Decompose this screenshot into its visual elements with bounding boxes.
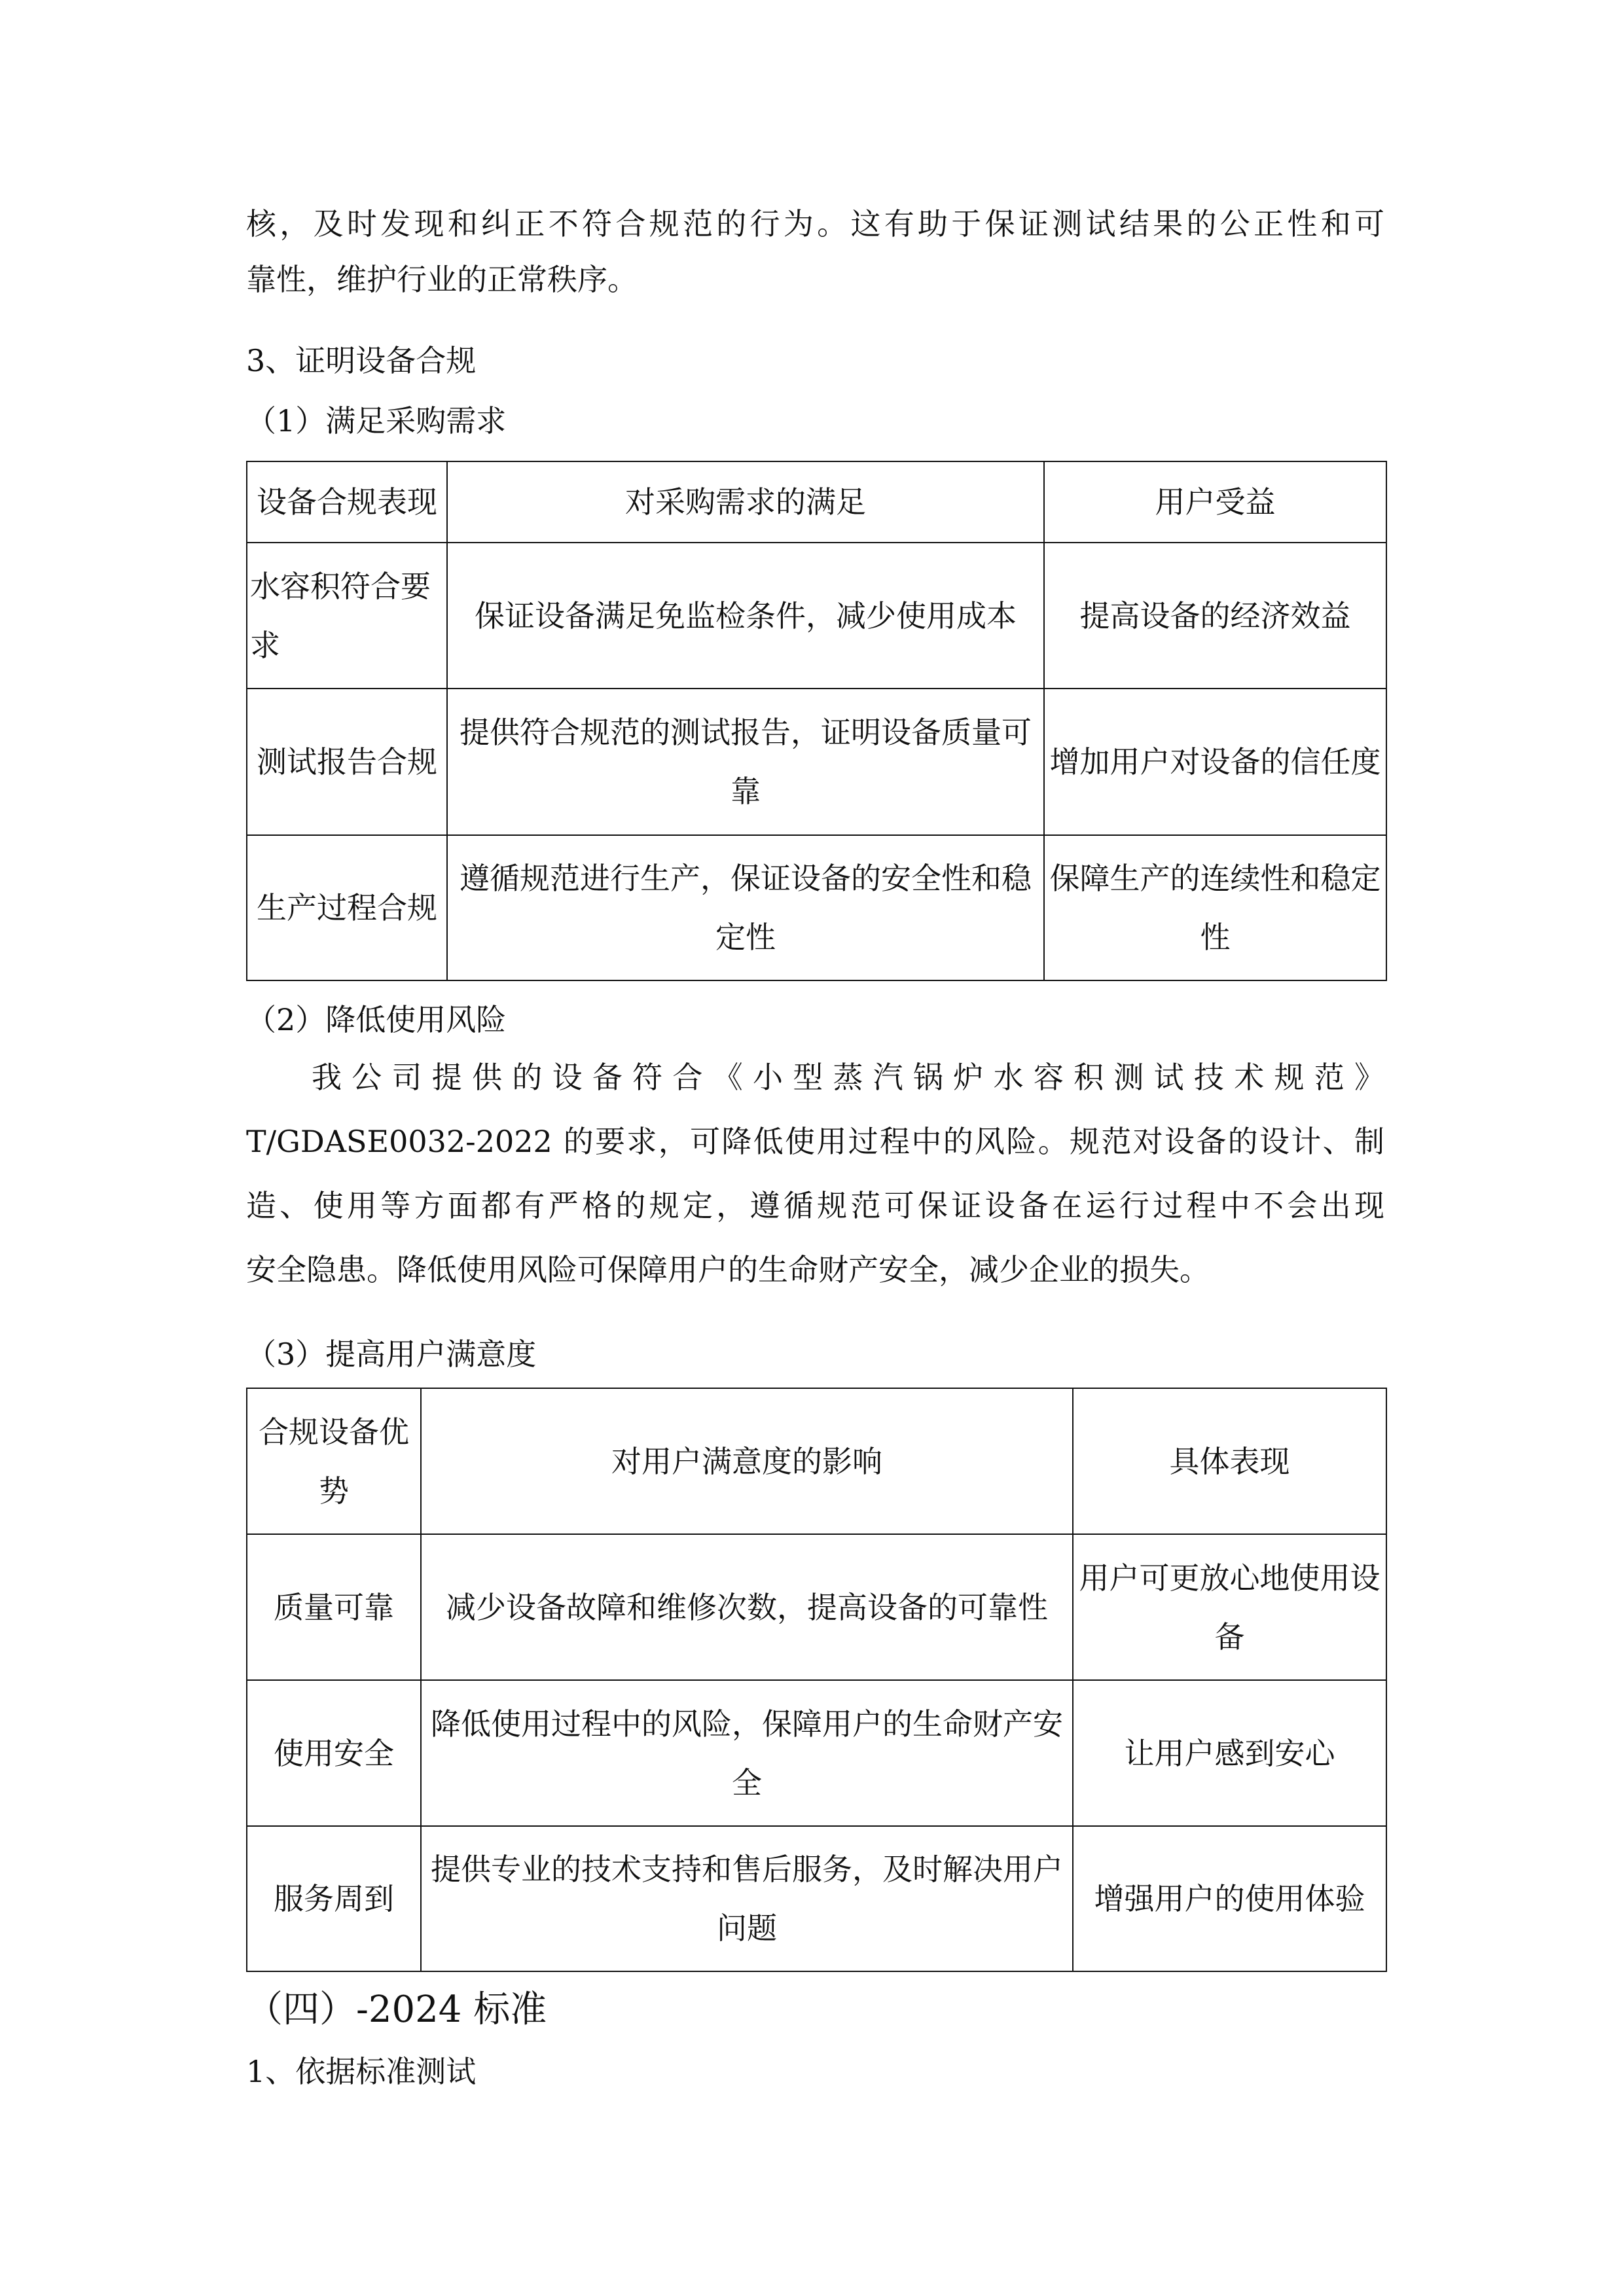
table-cell: 减少设备故障和维修次数，提高设备的可靠性 bbox=[421, 1534, 1073, 1680]
table-row bbox=[247, 1534, 1386, 1680]
risk-para-line-1: 我公司提供的设备符合《小型蒸汽锅炉水容积测试技术规范》 bbox=[312, 1060, 1384, 1095]
table-row bbox=[247, 689, 1386, 835]
table-cell: 服务周到 bbox=[247, 1826, 421, 1971]
procurement-table bbox=[246, 461, 1387, 981]
subheading-risk: （2）降低使用风险 bbox=[246, 1002, 507, 1037]
table-cell: 使用安全 bbox=[247, 1680, 421, 1826]
table-header-cell: 对采购需求的满足 bbox=[447, 461, 1044, 543]
table-cell: 提供专业的技术支持和售后服务，及时解决用户问题 bbox=[421, 1826, 1073, 1971]
table-row bbox=[247, 543, 1386, 689]
table-cell: 用户可更放心地使用设备 bbox=[1073, 1534, 1386, 1680]
risk-para-line-4: 安全隐患。降低使用风险可保障用户的生命财产安全，减少企业的损失。 bbox=[246, 1252, 1210, 1287]
table-cell: 水容积符合要求 bbox=[247, 543, 447, 689]
section-heading-3: 3、证明设备合规 bbox=[246, 343, 477, 378]
table-cell: 保证设备满足免监检条件，减少使用成本 bbox=[447, 543, 1044, 689]
table-cell: 提供符合规范的测试报告，证明设备质量可靠 bbox=[447, 689, 1044, 835]
table-header-cell: 对用户满意度的影响 bbox=[421, 1388, 1073, 1534]
table-cell: 测试报告合规 bbox=[247, 689, 447, 835]
subheading-standard-test: 1、依据标准测试 bbox=[246, 2054, 477, 2089]
risk-para-line-2: T/GDASE0032-2022 的要求，可降低使用过程中的风险。规范对设备的设计、制 bbox=[246, 1124, 1384, 1159]
table-cell: 生产过程合规 bbox=[247, 835, 447, 980]
table-cell: 降低使用过程中的风险，保障用户的生命财产安全 bbox=[421, 1680, 1073, 1826]
satisfaction-table bbox=[246, 1388, 1387, 1972]
table-cell: 质量可靠 bbox=[247, 1534, 421, 1680]
subheading-procurement: （1）满足采购需求 bbox=[246, 403, 507, 439]
table-cell: 遵循规范进行生产，保证设备的安全性和稳定性 bbox=[447, 835, 1044, 980]
table-header-row bbox=[247, 461, 1386, 543]
section-heading-4: （四）-2024 标准 bbox=[246, 1988, 547, 2031]
table-cell: 增加用户对设备的信任度 bbox=[1044, 689, 1386, 835]
table-header-cell: 具体表现 bbox=[1073, 1388, 1386, 1534]
risk-para-line-3: 造、使用等方面都有严格的规定，遵循规范可保证设备在运行过程中不会出现 bbox=[246, 1188, 1384, 1223]
table-row bbox=[247, 1826, 1386, 1971]
table-header-cell: 设备合规表现 bbox=[247, 461, 447, 543]
subheading-satisfaction: （3）提高用户满意度 bbox=[246, 1336, 537, 1372]
table-cell: 提高设备的经济效益 bbox=[1044, 543, 1386, 689]
table-cell: 保障生产的连续性和稳定性 bbox=[1044, 835, 1386, 980]
intro-line-1: 核，及时发现和纠正不符合规范的行为。这有助于保证测试结果的公正性和可 bbox=[246, 206, 1384, 242]
table-row bbox=[247, 1680, 1386, 1826]
table-cell: 让用户感到安心 bbox=[1073, 1680, 1386, 1826]
table-header-cell: 用户受益 bbox=[1044, 461, 1386, 543]
table-header-row bbox=[247, 1388, 1386, 1534]
table-header-cell: 合规设备优势 bbox=[247, 1388, 421, 1534]
intro-line-2: 靠性，维护行业的正常秩序。 bbox=[246, 262, 638, 297]
table-cell: 增强用户的使用体验 bbox=[1073, 1826, 1386, 1971]
table-row bbox=[247, 835, 1386, 980]
